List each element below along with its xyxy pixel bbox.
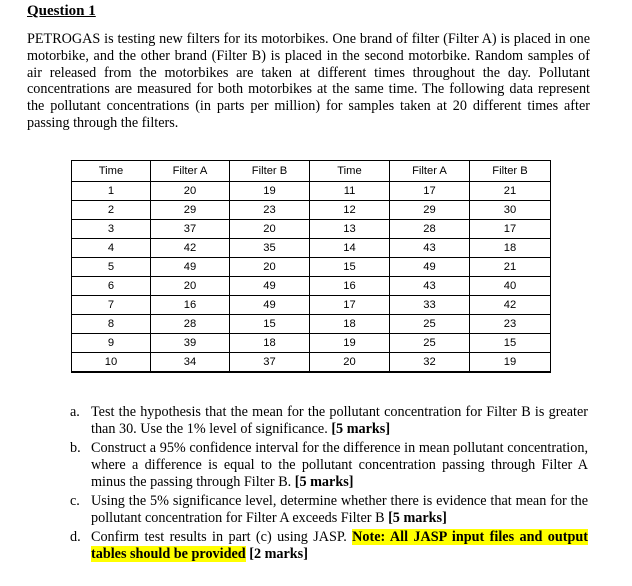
table-row	[72, 182, 551, 201]
table-row	[72, 353, 551, 373]
table-cell: 42	[470, 296, 551, 315]
header-time-1: Time	[72, 161, 151, 182]
table-cell: 42	[151, 239, 230, 258]
table-row	[72, 258, 551, 277]
header-filter-a-1: Filter A	[151, 161, 230, 182]
table-cell: 6	[72, 277, 151, 296]
part-b-label: b.	[70, 440, 81, 456]
part-d-label: d.	[70, 529, 81, 545]
table-cell: 20	[230, 258, 310, 277]
table-header-row	[72, 161, 551, 182]
table-cell: 49	[230, 296, 310, 315]
table-cell: 32	[390, 353, 470, 373]
part-c-marks: [5 marks]	[388, 510, 447, 526]
table-row	[72, 239, 551, 258]
table-cell: 20	[310, 353, 390, 373]
table-cell: 17	[470, 220, 551, 239]
table-cell: 15	[230, 315, 310, 334]
part-c-label: c.	[70, 493, 80, 509]
table-cell: 16	[151, 296, 230, 315]
table-cell: 4	[72, 239, 151, 258]
table-cell: 17	[390, 182, 470, 201]
table-cell: 37	[230, 353, 310, 373]
part-d-text: Confirm test results in part (c) using JASP.	[91, 529, 347, 545]
table-row	[72, 220, 551, 239]
part-c-text: Using the 5% significance level, determine whether there is evidence that mean for the pollutant concentration for Filter A exceeds Filter B	[91, 493, 588, 526]
header-filter-a-2: Filter A	[390, 161, 470, 182]
header-filter-b-2: Filter B	[470, 161, 551, 182]
table-row	[72, 277, 551, 296]
table-cell: 18	[470, 239, 551, 258]
table-cell: 19	[310, 334, 390, 353]
question-part-c	[70, 493, 588, 527]
part-a-text: Test the hypothesis that the mean for the pollutant concentration for Filter B is greater than 30. Use the 1% level of significance.	[91, 404, 588, 437]
header-filter-b-1: Filter B	[230, 161, 310, 182]
table-cell: 15	[310, 258, 390, 277]
part-a-label: a.	[70, 404, 80, 420]
table-cell: 39	[151, 334, 230, 353]
part-b-text: Construct a 95% confidence interval for the difference in mean pollutant concentration, where a difference is equal to the pollutant concentration passing through Filter A minus the passing through Filter B.	[91, 440, 588, 490]
part-d-note-end: tables should be provided	[91, 546, 246, 562]
table-cell: 49	[390, 258, 470, 277]
table-cell: 20	[151, 277, 230, 296]
table-cell: 49	[151, 258, 230, 277]
table-cell: 11	[310, 182, 390, 201]
table-cell: 14	[310, 239, 390, 258]
question-parts-list	[70, 404, 588, 565]
table-cell: 33	[390, 296, 470, 315]
table-cell: 43	[390, 277, 470, 296]
table-cell: 3	[72, 220, 151, 239]
table-cell: 17	[310, 296, 390, 315]
table-cell: 21	[470, 182, 551, 201]
table-cell: 23	[470, 315, 551, 334]
table-cell: 16	[310, 277, 390, 296]
table-cell: 18	[310, 315, 390, 334]
table-cell: 35	[230, 239, 310, 258]
table-cell: 9	[72, 334, 151, 353]
table-cell: 12	[310, 201, 390, 220]
table-cell: 34	[151, 353, 230, 373]
table-cell: 29	[390, 201, 470, 220]
part-a-marks: [5 marks]	[331, 421, 391, 437]
table-cell: 28	[151, 315, 230, 334]
question-part-b	[70, 440, 588, 491]
table-cell: 1	[72, 182, 151, 201]
table-cell: 19	[230, 182, 310, 201]
table-cell: 25	[390, 315, 470, 334]
table-row	[72, 201, 551, 220]
table-cell: 23	[230, 201, 310, 220]
question-intro: PETROGAS is testing new filters for its motorbikes. One brand of filter (Filter A) is placed in one motorbike, and the other brand (Filter B) is placed in the second motorbike. Random samples of air released from the motorbikes are taken at different times throughout the day. Pollutant concentrations are measured for both motorbikes at the same time. The following data represent the pollutant concentrations (in parts per million) for samples taken at 20 different times after passing through the filters.	[27, 31, 590, 131]
table-cell: 13	[310, 220, 390, 239]
question-title: Question 1	[27, 3, 96, 19]
table-cell: 20	[230, 220, 310, 239]
table-cell: 2	[72, 201, 151, 220]
table-cell: 15	[470, 334, 551, 353]
table-cell: 18	[230, 334, 310, 353]
table-cell: 25	[390, 334, 470, 353]
table-cell: 21	[470, 258, 551, 277]
table-cell: 20	[151, 182, 230, 201]
table-cell: 7	[72, 296, 151, 315]
table-cell: 10	[72, 353, 151, 373]
pollutant-data-table	[71, 160, 551, 373]
part-b-marks: [5 marks]	[294, 474, 354, 490]
table-cell: 5	[72, 258, 151, 277]
table-row	[72, 334, 551, 353]
table-cell: 37	[151, 220, 230, 239]
table-cell: 40	[470, 277, 551, 296]
header-time-2: Time	[310, 161, 390, 182]
question-part-a	[70, 404, 588, 438]
table-cell: 30	[470, 201, 551, 220]
part-d-marks: [2 marks]	[249, 546, 308, 562]
part-d-note-start: Note: All JASP input files and output	[352, 529, 588, 545]
table-row	[72, 296, 551, 315]
table-cell: 8	[72, 315, 151, 334]
table-cell: 19	[470, 353, 551, 373]
table-cell: 28	[390, 220, 470, 239]
table-cell: 29	[151, 201, 230, 220]
table-row	[72, 315, 551, 334]
table-cell: 43	[390, 239, 470, 258]
question-part-d	[70, 529, 588, 563]
table-cell: 49	[230, 277, 310, 296]
